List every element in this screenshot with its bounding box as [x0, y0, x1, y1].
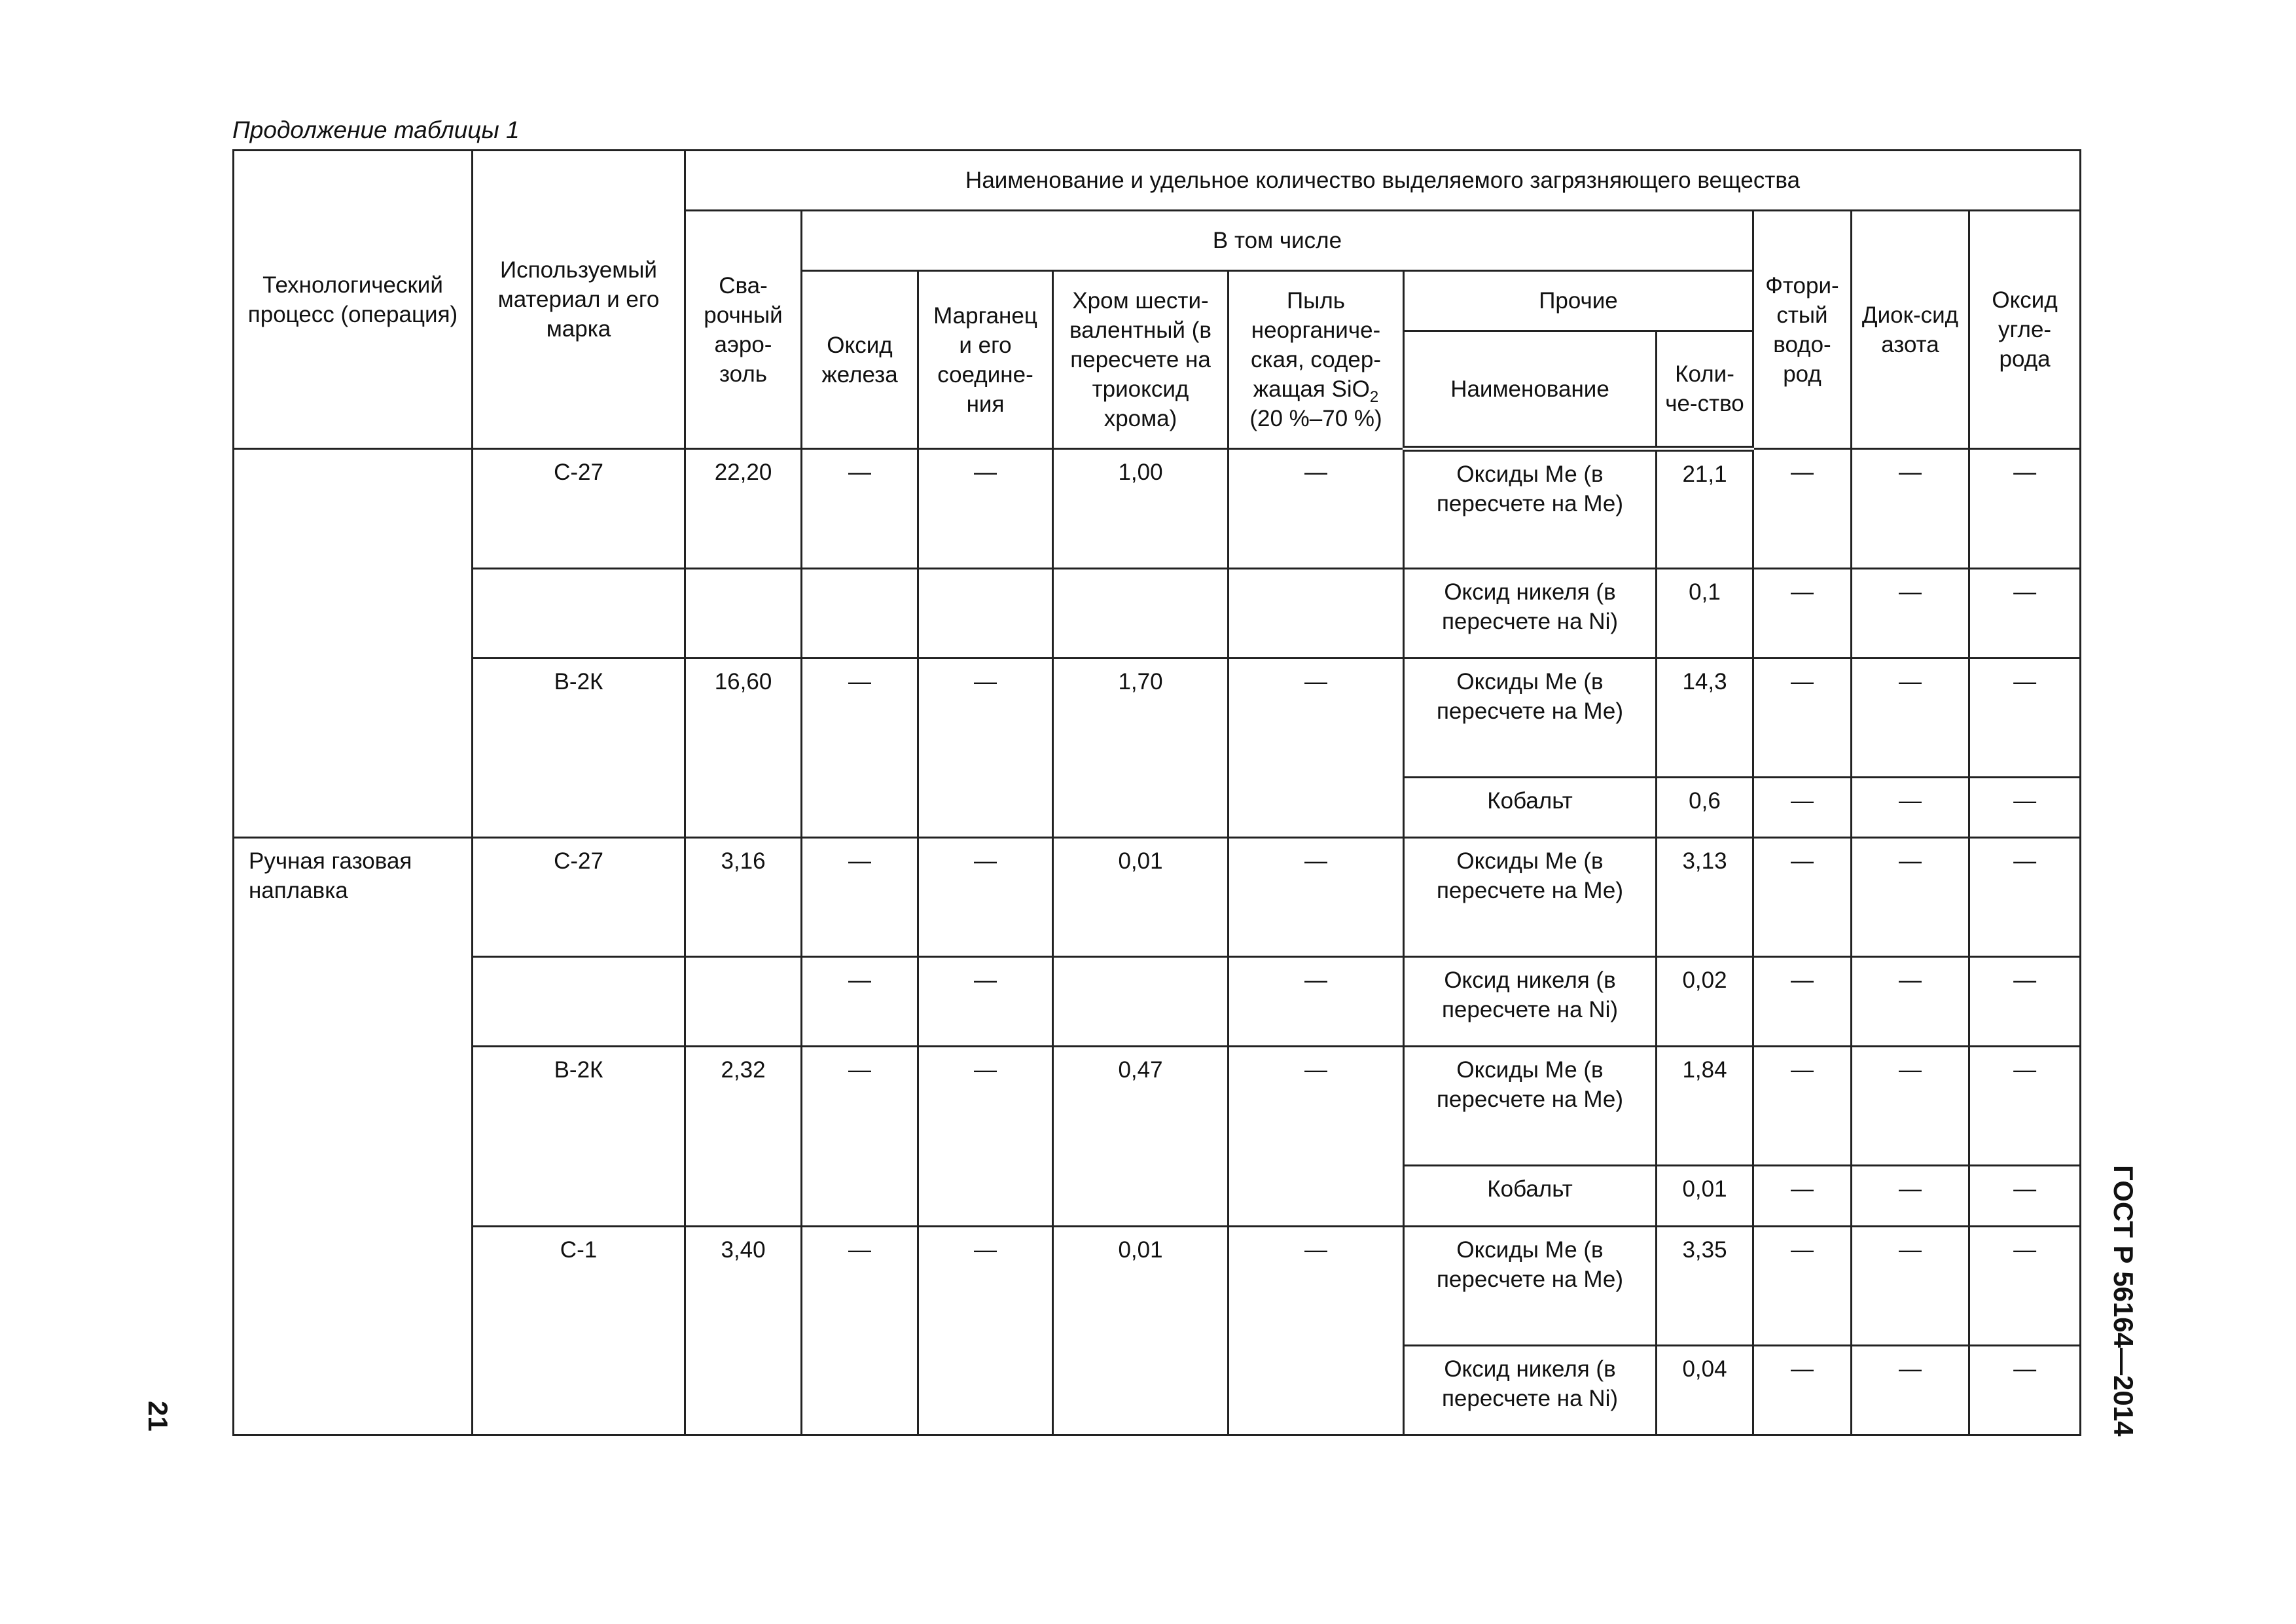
- cell-iron-oxide: —: [802, 1047, 918, 1226]
- cell-hydrogen-fluoride: —: [1753, 838, 1852, 957]
- cell-other-name: Оксиды Ме (в пересчете на Ме): [1404, 1226, 1657, 1345]
- cell-iron-oxide: —: [802, 1226, 918, 1435]
- cell-iron-oxide: —: [802, 957, 918, 1047]
- cell-other-quantity: 0,02: [1657, 957, 1753, 1047]
- cell-other-name: Оксиды Ме (в пересчете на Ме): [1404, 1047, 1657, 1166]
- table-row: [234, 449, 2081, 568]
- dust-label: Пыль неорганиче-ская, содер-жащая SiO: [1250, 288, 1382, 403]
- cell-hydrogen-fluoride: —: [1753, 957, 1852, 1047]
- cell-manganese: —: [918, 957, 1053, 1047]
- cell-carbon-oxide: —: [1969, 777, 2081, 837]
- header-iron-oxide: Оксид железа: [802, 271, 918, 449]
- cell-other-name: Кобальт: [1404, 777, 1657, 837]
- cell-aerosol: 16,60: [685, 658, 802, 837]
- cell-other-quantity: 3,13: [1657, 838, 1753, 957]
- dust-subscript: 2: [1369, 388, 1379, 406]
- cell-dust: —: [1229, 1047, 1404, 1226]
- cell-aerosol: 3,40: [685, 1226, 802, 1435]
- cell-nitrogen-dioxide: —: [1852, 1226, 1969, 1345]
- cell-hydrogen-fluoride: —: [1753, 568, 1852, 658]
- cell-chromium: [1053, 568, 1229, 658]
- cell-hydrogen-fluoride: —: [1753, 658, 1852, 777]
- cell-material: [473, 957, 685, 1047]
- header-hydrogen-fluoride: Фтори-стый водо-род: [1753, 211, 1852, 449]
- cell-manganese: —: [918, 1047, 1053, 1226]
- cell-manganese: [918, 568, 1053, 658]
- cell-material: [473, 568, 685, 658]
- cell-carbon-oxide: —: [1969, 1345, 2081, 1435]
- cell-other-quantity: 21,1: [1657, 449, 1753, 568]
- cell-material: С-27: [473, 449, 685, 568]
- cell-material: В-2К: [473, 658, 685, 837]
- header-other-quantity: Коли-че-ство: [1657, 331, 1753, 449]
- cell-dust: —: [1229, 1226, 1404, 1435]
- header-inorganic-dust: [1229, 271, 1404, 449]
- header-process: Технологический процесс (операция): [234, 151, 473, 449]
- cell-nitrogen-dioxide: —: [1852, 449, 1969, 568]
- cell-carbon-oxide: —: [1969, 568, 2081, 658]
- cell-other-name: Оксиды Ме (в пересчете на Ме): [1404, 838, 1657, 957]
- header-welding-aerosol: Сва-рочный аэро-золь: [685, 211, 802, 449]
- cell-chromium: 0,01: [1053, 838, 1229, 957]
- cell-manganese: —: [918, 658, 1053, 837]
- cell-material: С-1: [473, 1226, 685, 1435]
- cell-other-name: Оксиды Ме (в пересчете на Ме): [1404, 449, 1657, 568]
- cell-nitrogen-dioxide: —: [1852, 1166, 1969, 1226]
- cell-dust: —: [1229, 957, 1404, 1047]
- table-row: [234, 838, 2081, 957]
- cell-chromium: [1053, 957, 1229, 1047]
- cell-other-quantity: 3,35: [1657, 1226, 1753, 1345]
- cell-other-quantity: 0,6: [1657, 777, 1753, 837]
- cell-other-name: Кобальт: [1404, 1166, 1657, 1226]
- cell-chromium: 1,00: [1053, 449, 1229, 568]
- cell-carbon-oxide: —: [1969, 1047, 2081, 1166]
- cell-carbon-oxide: —: [1969, 658, 2081, 777]
- cell-iron-oxide: [802, 568, 918, 658]
- cell-other-name: Оксид никеля (в пересчете на Ni): [1404, 568, 1657, 658]
- cell-dust: [1229, 568, 1404, 658]
- cell-carbon-oxide: —: [1969, 957, 2081, 1047]
- table-row: [234, 957, 2081, 1047]
- cell-nitrogen-dioxide: —: [1852, 957, 1969, 1047]
- cell-other-quantity: 14,3: [1657, 658, 1753, 777]
- cell-nitrogen-dioxide: —: [1852, 1047, 1969, 1166]
- cell-chromium: 0,47: [1053, 1047, 1229, 1226]
- table-row: [234, 1047, 2081, 1166]
- cell-dust: —: [1229, 838, 1404, 957]
- cell-dust: —: [1229, 658, 1404, 837]
- table-row: [234, 568, 2081, 658]
- cell-nitrogen-dioxide: —: [1852, 658, 1969, 777]
- cell-material: С-27: [473, 838, 685, 957]
- cell-other-quantity: 1,84: [1657, 1047, 1753, 1166]
- cell-manganese: —: [918, 838, 1053, 957]
- header-nitrogen-dioxide: Диок-сид азота: [1852, 211, 1969, 449]
- cell-aerosol: [685, 957, 802, 1047]
- cell-other-name: Оксид никеля (в пересчете на Ni): [1404, 1345, 1657, 1435]
- header-including: В том числе: [802, 211, 1753, 271]
- cell-carbon-oxide: —: [1969, 1166, 2081, 1226]
- cell-other-quantity: 0,1: [1657, 568, 1753, 658]
- table-row: [234, 658, 2081, 777]
- cell-other-name: Оксид никеля (в пересчете на Ni): [1404, 957, 1657, 1047]
- cell-hydrogen-fluoride: —: [1753, 1047, 1852, 1166]
- header-other: Прочие: [1404, 271, 1753, 331]
- cell-material: В-2К: [473, 1047, 685, 1226]
- header-other-name: Наименование: [1404, 331, 1657, 449]
- cell-hydrogen-fluoride: —: [1753, 449, 1852, 568]
- cell-iron-oxide: —: [802, 838, 918, 957]
- cell-dust: —: [1229, 449, 1404, 568]
- cell-process: Ручная газовая наплавка: [234, 838, 473, 1435]
- emissions-table: [232, 149, 2081, 1436]
- header-manganese: Марганец и его соедине-ния: [918, 271, 1053, 449]
- cell-process: [234, 449, 473, 838]
- cell-nitrogen-dioxide: —: [1852, 568, 1969, 658]
- cell-carbon-oxide: —: [1969, 1226, 2081, 1345]
- cell-other-name: Оксиды Ме (в пересчете на Ме): [1404, 658, 1657, 777]
- cell-hydrogen-fluoride: —: [1753, 1226, 1852, 1345]
- cell-chromium: 0,01: [1053, 1226, 1229, 1435]
- cell-nitrogen-dioxide: —: [1852, 777, 1969, 837]
- cell-nitrogen-dioxide: —: [1852, 838, 1969, 957]
- cell-aerosol: 3,16: [685, 838, 802, 957]
- header-pollutant-group: Наименование и удельное количество выделяемого загрязняющего вещества: [685, 151, 2081, 211]
- cell-hydrogen-fluoride: —: [1753, 1166, 1852, 1226]
- cell-manganese: —: [918, 449, 1053, 568]
- cell-carbon-oxide: —: [1969, 449, 2081, 568]
- cell-carbon-oxide: —: [1969, 838, 2081, 957]
- header-carbon-oxide: Оксид угле-рода: [1969, 211, 2081, 449]
- cell-other-quantity: 0,01: [1657, 1166, 1753, 1226]
- cell-aerosol: 2,32: [685, 1047, 802, 1226]
- table-row: [234, 1226, 2081, 1345]
- cell-aerosol: [685, 568, 802, 658]
- page-number: 21: [143, 1401, 173, 1432]
- cell-aerosol: 22,20: [685, 449, 802, 568]
- cell-iron-oxide: —: [802, 449, 918, 568]
- dust-range: (20 %–70 %): [1249, 406, 1382, 432]
- cell-hydrogen-fluoride: —: [1753, 777, 1852, 837]
- standard-code: ГОСТ Р 56164—2014: [2108, 1165, 2139, 1437]
- cell-nitrogen-dioxide: —: [1852, 1345, 1969, 1435]
- header-chromium: Хром шести-валентный (в пересчете на триоксид хрома): [1053, 271, 1229, 449]
- cell-chromium: 1,70: [1053, 658, 1229, 837]
- header-material: Используемый материал и его марка: [473, 151, 685, 449]
- cell-manganese: —: [918, 1226, 1053, 1435]
- table-caption: Продолжение таблицы 1: [232, 117, 520, 143]
- cell-other-quantity: 0,04: [1657, 1345, 1753, 1435]
- cell-iron-oxide: —: [802, 658, 918, 837]
- cell-hydrogen-fluoride: —: [1753, 1345, 1852, 1435]
